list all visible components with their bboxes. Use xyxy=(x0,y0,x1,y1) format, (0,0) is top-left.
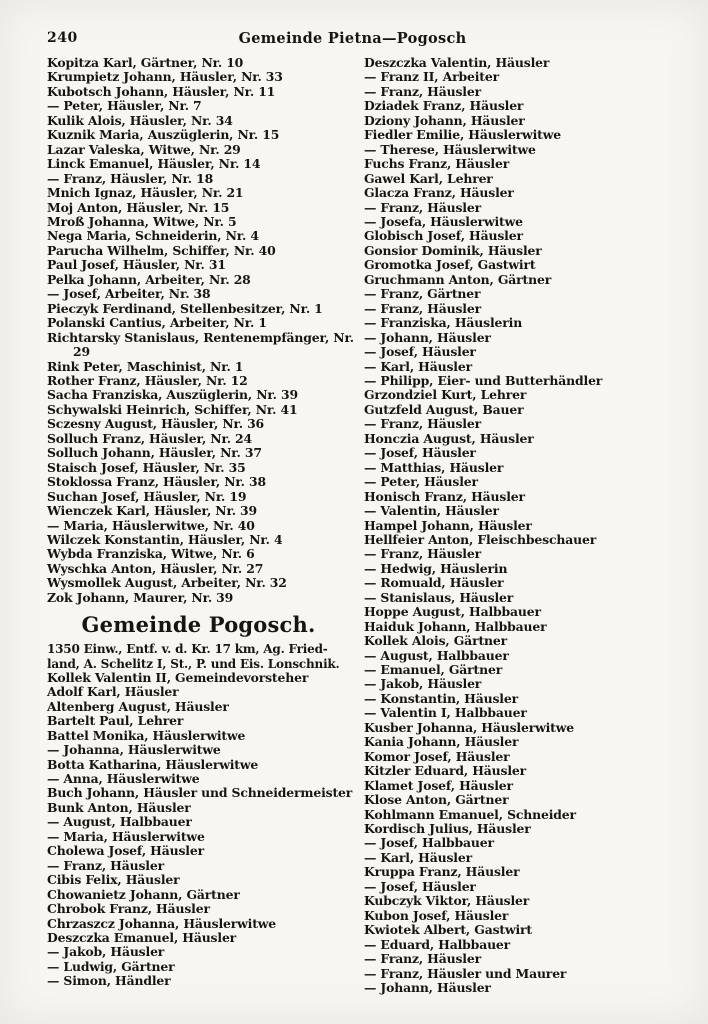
directory-entry: Klose Anton, Gärtner xyxy=(364,792,509,808)
directory-entry: Deszczka Emanuel, Häusler xyxy=(47,929,237,945)
directory-entry: Cibis Felix, Häusler xyxy=(47,872,180,888)
directory-entry: Kohlmann Emanuel, Schneider xyxy=(364,806,576,822)
directory-entry: Fiedler Emilie, Häuslerwitwe xyxy=(364,127,561,143)
directory-entry: Kordisch Julius, Häusler xyxy=(364,821,531,837)
directory-entry: Sacha Franziska, Auszüglerin, Nr. 39 xyxy=(47,387,298,403)
directory-entry: Linck Emanuel, Häusler, Nr. 14 xyxy=(47,156,261,172)
directory-entry: — Romuald, Häusler xyxy=(364,575,504,591)
directory-entry: Hoppe August, Halbbauer xyxy=(364,604,541,620)
pogosch-entry-list-left xyxy=(47,671,360,989)
directory-entry: Richtarsky Stanislaus, Rentenempfänger, Nr. 29 xyxy=(47,329,354,360)
directory-entry: Solluch Johann, Häusler, Nr. 37 xyxy=(47,445,262,461)
directory-entry: Kopitza Karl, Gärtner, Nr. 10 xyxy=(47,55,244,70)
directory-entry: — Franz, Gärtner xyxy=(364,286,481,302)
directory-entry: — Franz, Häusler xyxy=(364,199,481,215)
directory-entry: — August, Halbbauer xyxy=(47,814,192,830)
directory-entry: — Franz, Häusler xyxy=(364,546,481,562)
directory-entry: Wybda Franziska, Witwe, Nr. 6 xyxy=(47,546,255,562)
directory-entry: Grzondziel Kurt, Lehrer xyxy=(364,387,527,403)
directory-entry: Polanski Cantius, Arbeiter, Nr. 1 xyxy=(47,315,267,331)
directory-entry: — Matthias, Häusler xyxy=(364,459,504,475)
directory-entry: Pelka Johann, Arbeiter, Nr. 28 xyxy=(47,271,251,287)
directory-entry: Buch Johann, Häusler und Schneidermeister xyxy=(47,785,353,801)
directory-entry: Staisch Josef, Häusler, Nr. 35 xyxy=(47,459,246,475)
directory-entry: Gromotka Josef, Gastwirt xyxy=(364,257,536,273)
directory-entry: Wysmollek August, Arbeiter, Nr. 32 xyxy=(47,575,287,591)
directory-entry: Kuznik Maria, Auszüglerin, Nr. 15 xyxy=(47,127,280,143)
directory-entry: — Karl, Häusler xyxy=(364,849,472,865)
directory-entry: — Konstantin, Häusler xyxy=(364,690,518,706)
directory-entry: — Valentin, Häusler xyxy=(364,503,499,519)
directory-entry: — Jakob, Häusler xyxy=(364,676,482,692)
directory-entry: Kwiotek Albert, Gastwirt xyxy=(364,922,532,938)
section-heading-pogosch: Gemeinde Pogosch. xyxy=(81,612,316,638)
directory-entry: Lazar Valeska, Witwe, Nr. 29 xyxy=(47,141,241,157)
directory-entry: — Ludwig, Gärtner xyxy=(47,958,175,974)
directory-entry: Zok Johann, Maurer, Nr. 39 xyxy=(47,589,234,605)
directory-entry: — August, Halbbauer xyxy=(364,647,509,663)
directory-entry: Wienczek Karl, Häusler, Nr. 39 xyxy=(47,503,257,519)
directory-entry: — Johann, Häusler xyxy=(364,980,491,995)
directory-entry: — Franz, Häusler und Maurer xyxy=(364,965,567,981)
directory-entry: Wilczek Konstantin, Häusler, Nr. 4 xyxy=(47,531,283,547)
directory-entry: Battel Monika, Häuslerwitwe xyxy=(47,727,246,743)
directory-entry: Dziadek Franz, Häusler xyxy=(364,98,524,114)
directory-entry: — Therese, Häuslerwitwe xyxy=(364,141,536,157)
directory-entry: Parucha Wilhelm, Schiffer, Nr. 40 xyxy=(47,242,276,258)
directory-entry: — Johann, Häusler xyxy=(364,329,491,345)
directory-entry: Cholewa Josef, Häusler xyxy=(47,843,204,859)
directory-entry: Altenberg August, Häusler xyxy=(47,698,229,714)
directory-entry: Kusber Johanna, Häuslerwitwe xyxy=(364,719,574,735)
directory-entry: — Emanuel, Gärtner xyxy=(364,662,503,678)
directory-entry: Stoklossa Franz, Häusler, Nr. 38 xyxy=(47,474,266,490)
directory-entry: Gawel Karl, Lehrer xyxy=(364,170,493,186)
directory-entry: land, A. Schelitz I, St., P. und Eis. Lonschnik. xyxy=(47,656,340,671)
directory-entry: — Franz, Häusler xyxy=(47,857,164,873)
directory-entry: Nega Maria, Schneiderin, Nr. 4 xyxy=(47,228,259,244)
directory-entry: — Valentin I, Halbbauer xyxy=(364,705,527,721)
directory-entry: — Josef, Arbeiter, Nr. 38 xyxy=(47,286,211,302)
directory-entry: Paul Josef, Häusler, Nr. 31 xyxy=(47,257,226,273)
directory-entry: — Maria, Häuslerwitwe, Nr. 40 xyxy=(47,517,255,533)
directory-entry: — Maria, Häuslerwitwe xyxy=(47,828,205,844)
directory-entry: Schywalski Heinrich, Schiffer, Nr. 41 xyxy=(47,401,298,417)
directory-entry: — Simon, Händler xyxy=(47,973,171,989)
directory-entry: Kulik Alois, Häusler, Nr. 34 xyxy=(47,112,233,128)
directory-entry: Sczesny August, Häusler, Nr. 36 xyxy=(47,416,265,432)
directory-entry: Moj Anton, Häusler, Nr. 15 xyxy=(47,199,230,215)
page-header xyxy=(47,30,688,50)
directory-entry: — Franz, Häusler xyxy=(364,300,481,316)
directory-entry: — Peter, Häusler xyxy=(364,474,478,490)
directory-entry: — Josefa, Häuslerwitwe xyxy=(364,213,523,229)
directory-entry: — Franziska, Häuslerin xyxy=(364,315,523,331)
directory-entry: Klamet Josef, Häusler xyxy=(364,777,513,793)
directory-entry: Honczia August, Häusler xyxy=(364,430,534,446)
directory-entry: Kruppa Franz, Häusler xyxy=(364,864,520,880)
left-column xyxy=(47,56,360,989)
directory-entry: Kubon Josef, Häusler xyxy=(364,907,509,923)
directory-entry: Chowanietz Johann, Gärtner xyxy=(47,886,240,902)
directory-entry: Gutzfeld August, Bauer xyxy=(364,401,524,417)
directory-entry: — Franz, Häusler, Nr. 18 xyxy=(47,170,214,186)
directory-entry: — Stanislaus, Häusler xyxy=(364,589,514,605)
directory-entry: — Karl, Häusler xyxy=(364,358,472,374)
directory-entry: Honisch Franz, Häusler xyxy=(364,488,525,504)
directory-entry: Gruchmann Anton, Gärtner xyxy=(364,271,552,287)
directory-entry: Mroß Johanna, Witwe, Nr. 5 xyxy=(47,213,237,229)
directory-entry: — Franz II, Arbeiter xyxy=(364,69,499,85)
directory-entry: Bunk Anton, Häusler xyxy=(47,799,191,815)
directory-entry: Solluch Franz, Häusler, Nr. 24 xyxy=(47,430,252,446)
directory-entry: Hellfeier Anton, Fleischbeschauer xyxy=(364,531,597,547)
directory-entry: — Anna, Häuslerwitwe xyxy=(47,770,200,786)
directory-entry: Suchan Josef, Häusler, Nr. 19 xyxy=(47,488,247,504)
directory-entry: Haiduk Johann, Halbbauer xyxy=(364,618,547,634)
directory-entry: Adolf Karl, Häusler xyxy=(47,684,179,700)
directory-entry: Kania Johann, Häusler xyxy=(364,734,519,750)
directory-entry: — Jakob, Häusler xyxy=(47,944,165,960)
pogosch-entry-list-right xyxy=(364,56,694,995)
directory-entry: Wyschka Anton, Häusler, Nr. 27 xyxy=(47,560,264,576)
directory-entry: 1350 Einw., Entf. v. d. Kr. 17 km, Ag. Fried- xyxy=(47,642,328,657)
pietna-entry-list xyxy=(47,56,360,605)
directory-entry: — Josef, Häusler xyxy=(364,344,476,360)
directory-entry: Deszczka Valentin, Häusler xyxy=(364,55,550,70)
directory-entry: Fuchs Franz, Häusler xyxy=(364,156,510,172)
directory-entry: Globisch Josef, Häusler xyxy=(364,228,523,244)
directory-entry: Chrzaszcz Johanna, Häuslerwitwe xyxy=(47,915,277,931)
directory-entry: — Johanna, Häuslerwitwe xyxy=(47,742,221,758)
directory-entry: — Hedwig, Häuslerin xyxy=(364,560,508,576)
directory-entry: Kollek Valentin II, Gemeindevorsteher xyxy=(47,669,309,685)
directory-entry: Gonsior Dominik, Häusler xyxy=(364,242,542,258)
directory-entry: Kollek Alois, Gärtner xyxy=(364,633,507,649)
directory-entry: Kubczyk Viktor, Häusler xyxy=(364,893,530,909)
directory-entry: Kubotsch Johann, Häusler, Nr. 11 xyxy=(47,83,276,99)
page-number: 240 xyxy=(47,30,78,46)
directory-entry: — Franz, Häusler xyxy=(364,416,481,432)
directory-entry: — Peter, Häusler, Nr. 7 xyxy=(47,98,202,114)
directory-entry: Kitzler Eduard, Häusler xyxy=(364,763,527,779)
header-title: Gemeinde Pietna—Pogosch xyxy=(238,30,467,47)
directory-entry: Krumpietz Johann, Häusler, Nr. 33 xyxy=(47,69,283,85)
directory-entry: Hampel Johann, Häusler xyxy=(364,517,532,533)
directory-entry: Glacza Franz, Häusler xyxy=(364,185,514,201)
directory-entry: Pieczyk Ferdinand, Stellenbesitzer, Nr. 1 xyxy=(47,300,323,316)
directory-entry: — Philipp, Eier- und Butterhändler xyxy=(364,372,603,388)
directory-entry: — Josef, Häusler xyxy=(364,878,476,894)
directory-entry: Botta Katharina, Häuslerwitwe xyxy=(47,756,259,772)
right-column xyxy=(364,56,694,995)
directory-entry: Komor Josef, Häusler xyxy=(364,748,510,764)
directory-entry: Rink Peter, Maschinist, Nr. 1 xyxy=(47,358,244,374)
directory-entry: Mnich Ignaz, Häusler, Nr. 21 xyxy=(47,185,244,201)
directory-entry: — Josef, Häusler xyxy=(364,445,476,461)
directory-entry: — Franz, Häusler xyxy=(364,951,481,967)
directory-entry: — Josef, Halbbauer xyxy=(364,835,494,851)
directory-entry: — Franz, Häusler xyxy=(364,83,481,99)
directory-entry: Chrobok Franz, Häusler xyxy=(47,901,210,917)
directory-entry: Dziony Johann, Häusler xyxy=(364,112,525,128)
pogosch-intro xyxy=(47,642,360,671)
directory-entry: — Eduard, Halbbauer xyxy=(364,936,511,952)
directory-entry: Bartelt Paul, Lehrer xyxy=(47,713,184,729)
directory-entry: Rother Franz, Häusler, Nr. 12 xyxy=(47,372,248,388)
